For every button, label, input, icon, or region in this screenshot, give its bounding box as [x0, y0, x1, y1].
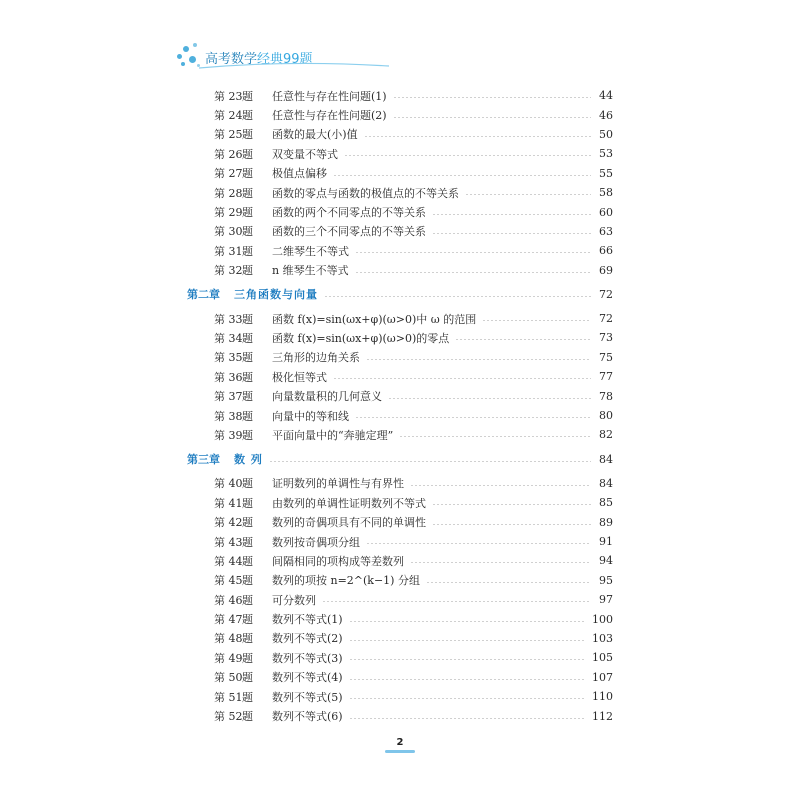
entry-number-suffix: 题 [242, 186, 253, 200]
entry-number: 第 28 [214, 186, 243, 200]
entry-title: 数列不等式(3) [272, 651, 343, 665]
dot-leader [465, 194, 591, 195]
page-number-underline [385, 750, 415, 753]
entry-page-number: 75 [599, 350, 613, 364]
entry-number: 第 29 [214, 206, 243, 220]
entry-number: 第 27 [214, 167, 243, 181]
entry-page-number: 66 [599, 244, 613, 258]
toc-entry[interactable] [187, 532, 613, 551]
entry-number: 第 42 [214, 516, 243, 530]
entry-number-suffix: 题 [242, 496, 253, 510]
entry-number: 第 40 [214, 477, 243, 491]
toc-entry[interactable] [187, 261, 613, 280]
dot-leader [355, 252, 591, 253]
dot-leader [349, 640, 586, 641]
dot-leader [432, 504, 591, 505]
entry-page-number: 46 [599, 108, 613, 122]
entry-number-suffix: 题 [242, 516, 253, 530]
dot-leader [324, 296, 591, 297]
table-of-contents [187, 86, 613, 726]
entry-number-suffix: 题 [242, 89, 253, 103]
entry-number-suffix: 题 [242, 554, 253, 568]
entry-title: 间隔相同的项构成等差数列 [272, 554, 404, 568]
entry-title: 数列不等式(1) [272, 613, 343, 627]
dot-leader [349, 659, 586, 660]
entry-page-number: 44 [599, 89, 613, 103]
entry-number-suffix: 题 [242, 428, 253, 442]
entry-number-suffix: 题 [242, 351, 253, 365]
toc-entry[interactable] [187, 648, 613, 667]
entry-number-suffix: 题 [242, 312, 253, 326]
dot-leader [349, 698, 586, 699]
entry-page-number: 69 [599, 263, 613, 277]
dot-leader [333, 175, 591, 176]
entry-title: 数列不等式(2) [272, 632, 343, 646]
entry-number: 第 52 [214, 710, 243, 724]
toc-entry[interactable] [187, 386, 613, 405]
entry-page-number: 103 [592, 631, 613, 645]
entry-title: 向量数量积的几何意义 [272, 390, 382, 404]
entry-page-number: 53 [599, 147, 613, 161]
entry-title: 极化恒等式 [272, 370, 327, 384]
chapter-page-number: 72 [599, 287, 613, 301]
entry-number: 第 37 [214, 390, 243, 404]
entry-page-number: 63 [599, 224, 613, 238]
entry-page-number: 94 [599, 554, 613, 568]
entry-page-number: 89 [599, 515, 613, 529]
dot-leader [269, 461, 591, 462]
toc-entry[interactable] [187, 493, 613, 512]
dot-leader [482, 320, 591, 321]
entry-number: 第 33 [214, 312, 243, 326]
entry-number: 第 51 [214, 690, 243, 704]
entry-page-number: 91 [599, 535, 613, 548]
entry-page-number: 107 [592, 670, 613, 684]
toc-entry[interactable] [187, 125, 613, 144]
toc-entry[interactable] [187, 551, 613, 570]
entry-number-suffix: 题 [242, 710, 253, 724]
dot-leader [349, 718, 586, 719]
dot-leader [333, 378, 591, 379]
chapter-title: 数 列 [234, 453, 263, 467]
toc-entry[interactable] [187, 241, 613, 260]
dot-leader [393, 117, 591, 118]
toc-entry[interactable] [187, 367, 613, 386]
entry-page-number: 78 [599, 389, 613, 403]
dot-leader [410, 485, 591, 486]
entry-page-number: 82 [599, 428, 613, 442]
entry-number-suffix: 题 [242, 225, 253, 239]
entry-title: 三角形的边角关系 [272, 351, 360, 365]
toc-entry[interactable] [187, 328, 613, 347]
entry-page-number: 85 [599, 496, 613, 510]
entry-number-suffix: 题 [242, 244, 253, 258]
entry-page-number: 72 [599, 312, 613, 326]
entry-title: 由数列的单调性证明数列不等式 [272, 496, 426, 510]
toc-entry[interactable] [187, 425, 613, 444]
entry-number-suffix: 题 [242, 147, 253, 161]
entry-number-suffix: 题 [242, 264, 253, 278]
entry-page-number: 73 [599, 331, 613, 345]
dot-leader [366, 543, 591, 544]
toc-entry[interactable] [187, 629, 613, 648]
toc-entry[interactable] [187, 590, 613, 609]
toc-entry[interactable] [187, 348, 613, 367]
entry-title: 数列的项按 n=2^(k−1) 分组 [272, 574, 420, 588]
dot-leader [349, 621, 586, 622]
entry-title: 双变量不等式 [272, 147, 338, 161]
dot-leader [344, 155, 591, 156]
entry-number-suffix: 题 [242, 632, 253, 646]
chapter-label: 第二章 [187, 288, 220, 302]
entry-title: 函数的零点与函数的极值点的不等关系 [272, 186, 459, 200]
dot-leader [399, 436, 591, 437]
entry-number-suffix: 题 [242, 109, 253, 123]
dot-leader [432, 233, 591, 234]
toc-entry[interactable] [187, 105, 613, 124]
chapter-heading[interactable] [187, 450, 613, 469]
toc-entry[interactable] [187, 202, 613, 221]
toc-entry[interactable] [187, 183, 613, 202]
toc-entry[interactable] [187, 406, 613, 425]
chapter-label: 第三章 [187, 453, 220, 467]
entry-number: 第 43 [214, 535, 243, 549]
entry-number-suffix: 题 [242, 206, 253, 220]
entry-page-number: 97 [599, 593, 613, 607]
dot-leader [349, 679, 586, 680]
entry-number: 第 30 [214, 225, 243, 239]
entry-number-suffix: 题 [242, 390, 253, 404]
entry-number: 第 26 [214, 147, 243, 161]
running-header [175, 40, 375, 74]
toc-entry[interactable] [187, 144, 613, 163]
entry-number-suffix: 题 [242, 535, 253, 549]
entry-number: 第 39 [214, 428, 243, 442]
entry-title: 函数的三个不同零点的不等关系 [272, 225, 426, 239]
toc-entry[interactable] [187, 164, 613, 183]
entry-number-suffix: 题 [242, 671, 253, 685]
toc-entry[interactable] [187, 309, 613, 328]
entry-number: 第 48 [214, 632, 243, 646]
entry-number: 第 35 [214, 351, 243, 365]
entry-number: 第 31 [214, 244, 243, 258]
entry-page-number: 84 [599, 476, 613, 490]
entry-page-number: 58 [599, 186, 613, 200]
entry-title: 任意性与存在性问题(2) [272, 109, 387, 123]
entry-number-suffix: 题 [242, 331, 253, 345]
dot-leader [455, 339, 591, 340]
entry-number-suffix: 题 [242, 593, 253, 607]
chapter-title: 三角函数与向量 [234, 288, 318, 302]
entry-number-suffix: 题 [242, 613, 253, 627]
toc-entry[interactable] [187, 86, 613, 105]
page-number: 2 [396, 737, 404, 748]
entry-page-number: 77 [599, 370, 613, 384]
entry-number-suffix: 题 [242, 370, 253, 384]
entry-title: 二维琴生不等式 [272, 244, 349, 258]
dot-leader [393, 97, 591, 98]
entry-page-number: 105 [592, 651, 613, 665]
entry-number: 第 34 [214, 331, 243, 345]
entry-number: 第 49 [214, 651, 243, 665]
entry-number: 第 50 [214, 671, 243, 685]
entry-page-number: 112 [592, 709, 613, 723]
entry-title: 函数的最大(小)值 [272, 128, 358, 142]
entry-page-number: 80 [599, 409, 613, 423]
entry-title: 平面向量中的“奔驰定理” [272, 428, 394, 442]
entry-title: 任意性与存在性问题(1) [272, 89, 387, 103]
entry-number: 第 45 [214, 574, 243, 588]
entry-number: 第 36 [214, 370, 243, 384]
dot-leader [364, 136, 591, 137]
entry-number-suffix: 题 [242, 651, 253, 665]
entry-number: 第 23 [214, 89, 243, 103]
toc-entry[interactable] [187, 609, 613, 628]
entry-title: 函数 f(x)=sin(ωx+φ)(ω>0)的零点 [272, 331, 450, 345]
entry-number-suffix: 题 [242, 409, 253, 423]
entry-title: 数列按奇偶项分组 [272, 535, 360, 549]
entry-number: 第 32 [214, 264, 243, 278]
toc-entry[interactable] [187, 706, 613, 725]
toc-entry[interactable] [187, 222, 613, 241]
entry-page-number: 50 [599, 127, 613, 141]
dot-leader [426, 582, 591, 583]
entry-title: 数列的奇偶项具有不同的单调性 [272, 516, 426, 530]
entry-page-number: 95 [599, 573, 613, 587]
entry-page-number: 100 [592, 612, 613, 626]
dot-leader [410, 562, 591, 563]
entry-page-number: 60 [599, 205, 613, 219]
entry-page-number: 55 [599, 166, 613, 180]
toc-entry[interactable] [187, 571, 613, 590]
entry-title: 可分数列 [272, 593, 316, 607]
entry-number: 第 46 [214, 593, 243, 607]
header-swoosh-icon [199, 62, 389, 70]
entry-title: 极值点偏移 [272, 167, 327, 181]
entry-title: 函数 f(x)=sin(ωx+φ)(ω>0)中 ω 的范围 [272, 312, 477, 326]
entry-title: 函数的两个不同零点的不等关系 [272, 206, 426, 220]
dot-leader [388, 398, 591, 399]
dot-leader [366, 359, 591, 360]
entry-title: 数列不等式(4) [272, 671, 343, 685]
dot-leader [355, 272, 591, 273]
entry-number: 第 44 [214, 554, 243, 568]
chapter-heading[interactable] [187, 285, 613, 304]
entry-number-suffix: 题 [242, 690, 253, 704]
dot-leader [432, 214, 591, 215]
entry-title: 证明数列的单调性与有界性 [272, 477, 404, 491]
entry-number-suffix: 题 [242, 477, 253, 491]
toc-entry[interactable] [187, 512, 613, 531]
dot-leader [432, 524, 591, 525]
entry-title: 数列不等式(6) [272, 710, 343, 724]
entry-number: 第 41 [214, 496, 243, 510]
toc-entry[interactable] [187, 474, 613, 493]
entry-number: 第 25 [214, 128, 243, 142]
entry-number: 第 38 [214, 409, 243, 423]
entry-page-number: 110 [592, 690, 613, 704]
toc-entry[interactable] [187, 687, 613, 706]
entry-number-suffix: 题 [242, 167, 253, 181]
entry-title: n 维琴生不等式 [272, 264, 349, 278]
dot-leader [355, 417, 591, 418]
entry-number-suffix: 题 [242, 128, 253, 142]
entry-title: 向量中的等和线 [272, 409, 349, 423]
entry-number-suffix: 题 [242, 574, 253, 588]
entry-number: 第 47 [214, 613, 243, 627]
chapter-page-number: 84 [599, 452, 613, 466]
header-title: 高考数学经典99题 [205, 52, 313, 67]
entry-title: 数列不等式(5) [272, 690, 343, 704]
toc-entry[interactable] [187, 668, 613, 687]
dot-leader [322, 601, 591, 602]
entry-number: 第 24 [214, 109, 243, 123]
